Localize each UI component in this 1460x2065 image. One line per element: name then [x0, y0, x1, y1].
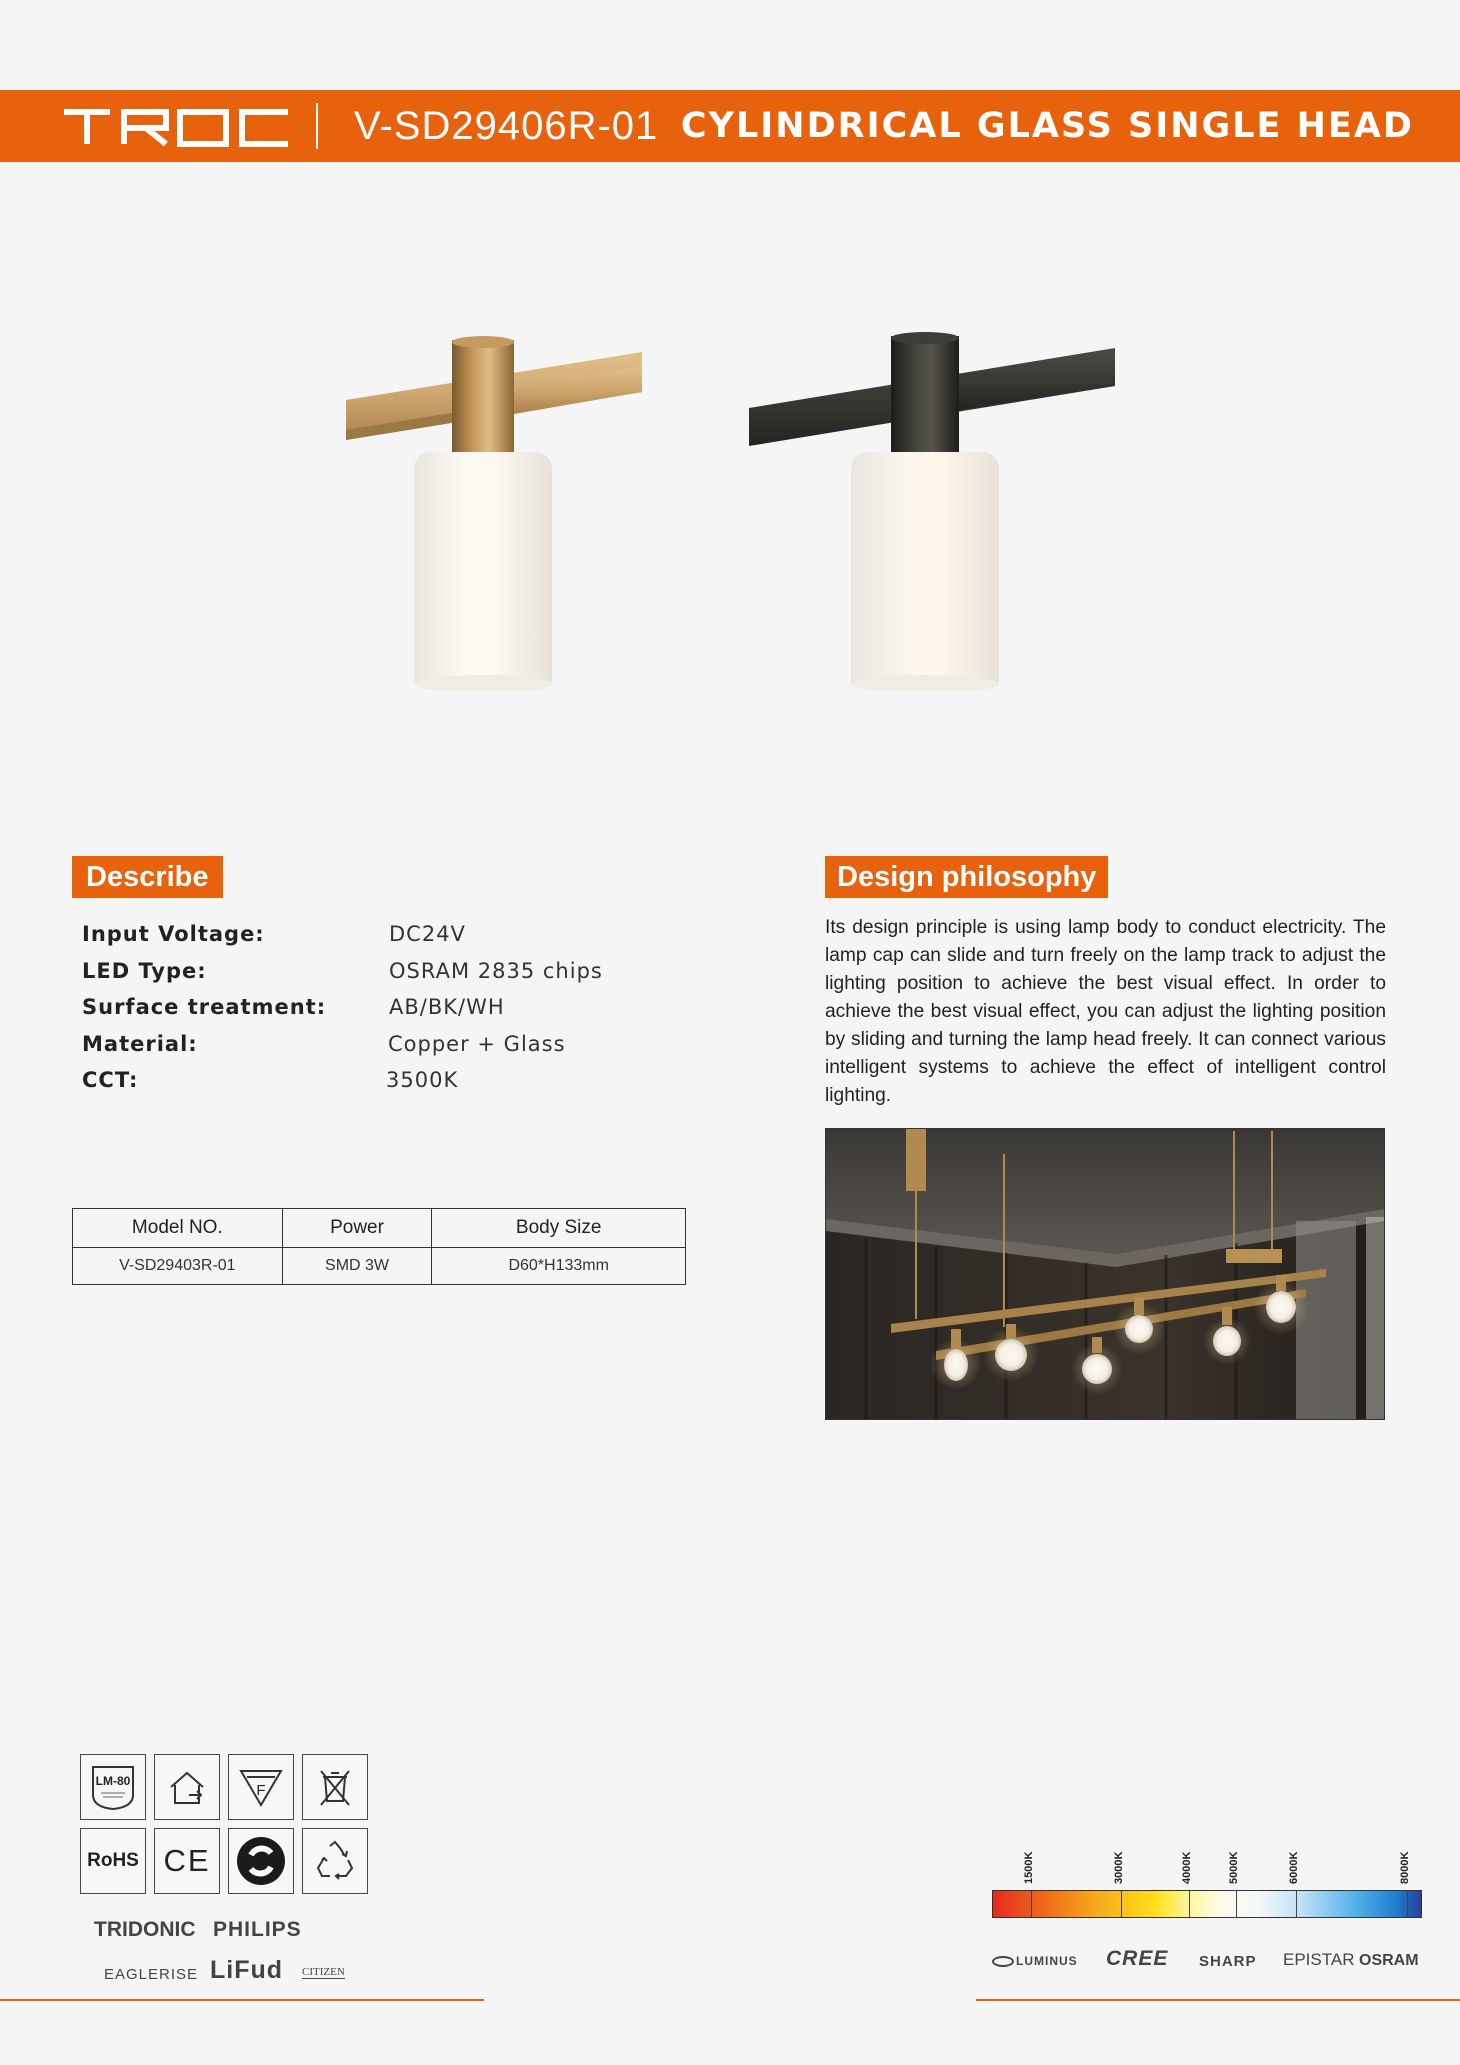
spec-value: AB/BK/WH	[389, 995, 505, 1019]
partner-sharp: SHARP	[1199, 1953, 1257, 1970]
partner-citizen: CITIZEN	[302, 1966, 345, 1978]
table-header-cell: Power	[282, 1209, 432, 1248]
cct-tick-line	[1031, 1891, 1032, 1917]
f-mark-icon	[228, 1754, 294, 1820]
weee-bin-icon	[302, 1754, 368, 1820]
indoor-icon	[154, 1754, 220, 1820]
table-cell: V-SD29403R-01	[73, 1248, 283, 1285]
cct-tick-line	[1296, 1891, 1297, 1917]
philosophy-text: Its design principle is using lamp body to conduct electricity. The lamp cap can slide and turn freely on the lamp track to adjust the lighting position to achieve the best visual effect. In order to achieve the best visual effect, you can adjust the lighting position by sliding and turning the lamp head freely. It can connect various intelligent systems to achieve the effect of intelligent control lighting.	[825, 917, 1386, 1106]
table-header-cell: Model NO.	[73, 1209, 283, 1248]
recycle-icon	[302, 1828, 368, 1894]
product-image-brass	[340, 330, 650, 694]
cct-tick-label: 6000K	[1288, 1851, 1300, 1884]
spec-value: OSRAM 2835 chips	[389, 958, 603, 983]
spec-key: Input Voltage:	[82, 922, 265, 946]
f-mark-text: F	[256, 1782, 266, 1799]
spec-key: Surface treatment:	[82, 995, 327, 1019]
describe-label: Describe	[72, 856, 223, 898]
spec-value: 3500K	[386, 1068, 459, 1092]
cct-tick-line	[1407, 1891, 1408, 1917]
partner-lifud: LiFud	[210, 1956, 284, 1984]
product-title: CYLINDRICAL GLASS SINGLE HEAD	[680, 106, 1414, 146]
model-number: V-SD29406R-01	[354, 104, 659, 148]
partner-osram: OSRAM	[1359, 1952, 1419, 1969]
cct-tick-label: 3000K	[1113, 1851, 1125, 1884]
ce-text: CE	[163, 1843, 211, 1878]
spec-key: Material:	[82, 1031, 198, 1056]
partner-tridonic: TRIDONIC	[94, 1918, 196, 1941]
partner-luminus	[992, 1954, 1078, 1968]
spec-row	[82, 922, 682, 959]
ce-icon	[154, 1828, 220, 1894]
spec-key: CCT:	[82, 1068, 139, 1092]
table-cell: SMD 3W	[282, 1248, 432, 1285]
spec-row	[82, 995, 682, 1032]
lm80-icon	[80, 1754, 146, 1820]
product-image-black	[745, 330, 1125, 694]
cct-tick-line	[1236, 1891, 1237, 1917]
spec-row	[82, 959, 682, 996]
luminus-swoosh-icon	[992, 1956, 1014, 1967]
cct-tick-line	[1121, 1891, 1122, 1917]
table-header-row	[73, 1209, 686, 1248]
table-row	[73, 1248, 686, 1285]
spec-row	[82, 1068, 682, 1105]
table-header-cell: Body Size	[432, 1209, 686, 1248]
scene-photo	[825, 1128, 1385, 1420]
table-cell: D60*H133mm	[432, 1248, 686, 1285]
spec-value: Copper + Glass	[388, 1031, 566, 1056]
cct-tick-label: 4000K	[1181, 1851, 1193, 1884]
cct-scale	[992, 1836, 1422, 1926]
spec-key: LED Type:	[82, 958, 207, 983]
bottom-rule-left	[0, 1999, 484, 2001]
lm80-text: LM-80	[95, 1774, 131, 1788]
partner-epistar: EPISTAR	[1283, 1950, 1355, 1969]
partner-eaglerise: EAGLERISE	[104, 1966, 199, 1983]
bottom-rule-right	[976, 1999, 1460, 2001]
rohs-icon	[80, 1828, 146, 1894]
cct-tick-line	[1189, 1891, 1190, 1917]
cct-tick-label: 1500K	[1023, 1851, 1035, 1884]
cct-tick-label: 8000K	[1399, 1851, 1411, 1884]
spec-list	[82, 922, 682, 1105]
spec-row	[82, 1032, 682, 1069]
brand-logo	[62, 104, 292, 148]
green-dot-icon	[228, 1828, 294, 1894]
rohs-text: RoHS	[87, 1850, 139, 1871]
partner-philips: PHILIPS	[213, 1918, 302, 1941]
cct-gradient-bar	[992, 1890, 1422, 1918]
luminus-text: LUMINUS	[1016, 1954, 1078, 1968]
product-table	[72, 1208, 686, 1285]
header-divider	[316, 103, 318, 149]
cct-tick-label: 5000K	[1228, 1851, 1240, 1884]
partner-cree: CREE	[1106, 1947, 1169, 1970]
philosophy-label: Design philosophy	[825, 856, 1108, 898]
spec-value: DC24V	[389, 922, 466, 946]
